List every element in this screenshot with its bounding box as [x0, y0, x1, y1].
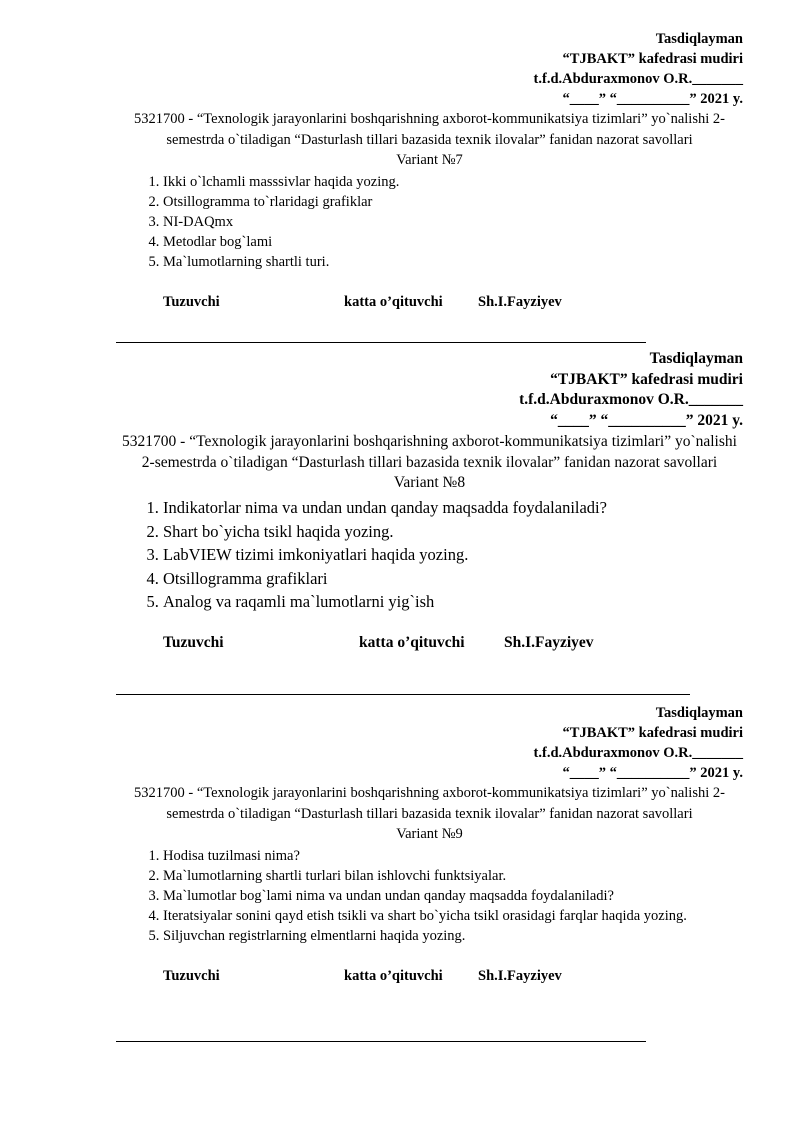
approval-line-1: Tasdiqlayman [655, 705, 743, 721]
question-item: 2. Shart bo`yicha tsikl haqida yozing. [163, 520, 743, 544]
question-item: 4. Iteratsiyalar sonini qayd etish tsikli va shart bo`yicha tsikl orasidagi farqlar haqida yozing. [163, 906, 743, 926]
section-divider [116, 694, 690, 695]
question-list [116, 846, 743, 946]
variant-heading: Variant №8 [393, 474, 466, 491]
section-divider [116, 342, 646, 343]
exam-title: 5321700 - “Texnologik jarayonlarini boshqarishning axborot-kommunikatsiya tizimlari” yo`nalishi 2-semestrda o`tiladigan “Dasturlash tillari bazasida texnik ilovalar” fanidan nazorat savollari [122, 433, 737, 471]
question-item: 1. Indikatorlar nima va undan undan qanday maqsadda foydalaniladi? [163, 496, 743, 520]
question-item: 5. Analog va raqamli ma`lumotlarni yig`ish [163, 590, 743, 614]
question-item: 2. Ma`lumotlarning shartli turlari bilan ishlovchi funktsiyalar. [163, 866, 743, 886]
question-list [116, 496, 743, 614]
question-item: 1. Hodisa tuzilmasi nima? [163, 846, 743, 866]
approval-line-3: t.f.d.Abduraxmonov O.R._______ [519, 391, 743, 408]
variant-8-section [116, 349, 743, 654]
signature-position: katta o’qituvchi [344, 968, 443, 984]
question-item: 5. Siljuvchan registrlarning elmentlarni haqida yozing. [163, 926, 743, 946]
approval-block [116, 703, 743, 783]
question-item: 3. NI-DAQmx [163, 212, 743, 232]
signature-line [116, 634, 743, 654]
approval-line-3: t.f.d.Abduraxmonov O.R._______ [533, 745, 743, 761]
approval-line-4: “____” “__________” 2021 y. [562, 91, 743, 107]
question-item: 3. LabVIEW tizimi imkoniyatlari haqida yozing. [163, 543, 743, 567]
question-item: 5. Ma`lumotlarning shartli turi. [163, 252, 743, 272]
question-item: 1. Ikki o`lchamli masssivlar haqida yozing. [163, 172, 743, 192]
signature-position: katta o’qituvchi [359, 633, 465, 651]
approval-line-2: “TJBAKT” kafedrasi mudiri [550, 370, 743, 388]
signature-name: Sh.I.Fayziyev [504, 633, 594, 651]
signature-line [116, 294, 743, 314]
signature-role: Tuzuvchi [163, 968, 220, 984]
approval-block [116, 29, 743, 109]
exam-title: 5321700 - “Texnologik jarayonlarini boshqarishning axborot-kommunikatsiya tizimlari” yo`nalishi 2-semestrda o`tiladigan “Dasturlash tillari bazasida texnik ilovalar” fanidan nazorat savollari [134, 111, 725, 148]
approval-line-1: Tasdiqlayman [655, 31, 743, 47]
question-item: 4. Metodlar bog`lami [163, 232, 743, 252]
question-item: 2. Otsillogramma to`rlaridagi grafiklar [163, 192, 743, 212]
approval-line-4: “____” “__________” 2021 y. [550, 411, 743, 429]
signature-position: katta o’qituvchi [344, 294, 443, 310]
variant-heading: Variant №9 [396, 826, 463, 842]
question-list [116, 172, 743, 272]
approval-line-2: “TJBAKT” kafedrasi mudiri [562, 51, 743, 67]
variant-heading: Variant №7 [396, 152, 463, 168]
approval-line-4: “____” “__________” 2021 y. [562, 765, 743, 781]
section-divider [116, 1041, 646, 1042]
signature-name: Sh.I.Fayziyev [478, 294, 562, 310]
approval-block [116, 349, 743, 431]
exam-title: 5321700 - “Texnologik jarayonlarini boshqarishning axborot-kommunikatsiya tizimlari” yo`nalishi 2-semestrda o`tiladigan “Dasturlash tillari bazasida texnik ilovalar” fanidan nazorat savollari [134, 785, 725, 822]
variant-7-section [116, 29, 743, 314]
approval-line-3: t.f.d.Abduraxmonov O.R._______ [533, 71, 743, 87]
signature-role: Tuzuvchi [163, 294, 220, 310]
approval-line-2: “TJBAKT” kafedrasi mudiri [562, 725, 743, 741]
signature-role: Tuzuvchi [163, 633, 224, 651]
signature-line [116, 968, 743, 988]
variant-9-section [116, 703, 743, 988]
question-item: 3. Ma`lumotlar bog`lami nima va undan undan qanday maqsadda foydalaniladi? [163, 886, 743, 906]
question-item: 4. Otsillogramma grafiklari [163, 567, 743, 591]
signature-name: Sh.I.Fayziyev [478, 968, 562, 984]
approval-line-1: Tasdiqlayman [649, 350, 743, 367]
